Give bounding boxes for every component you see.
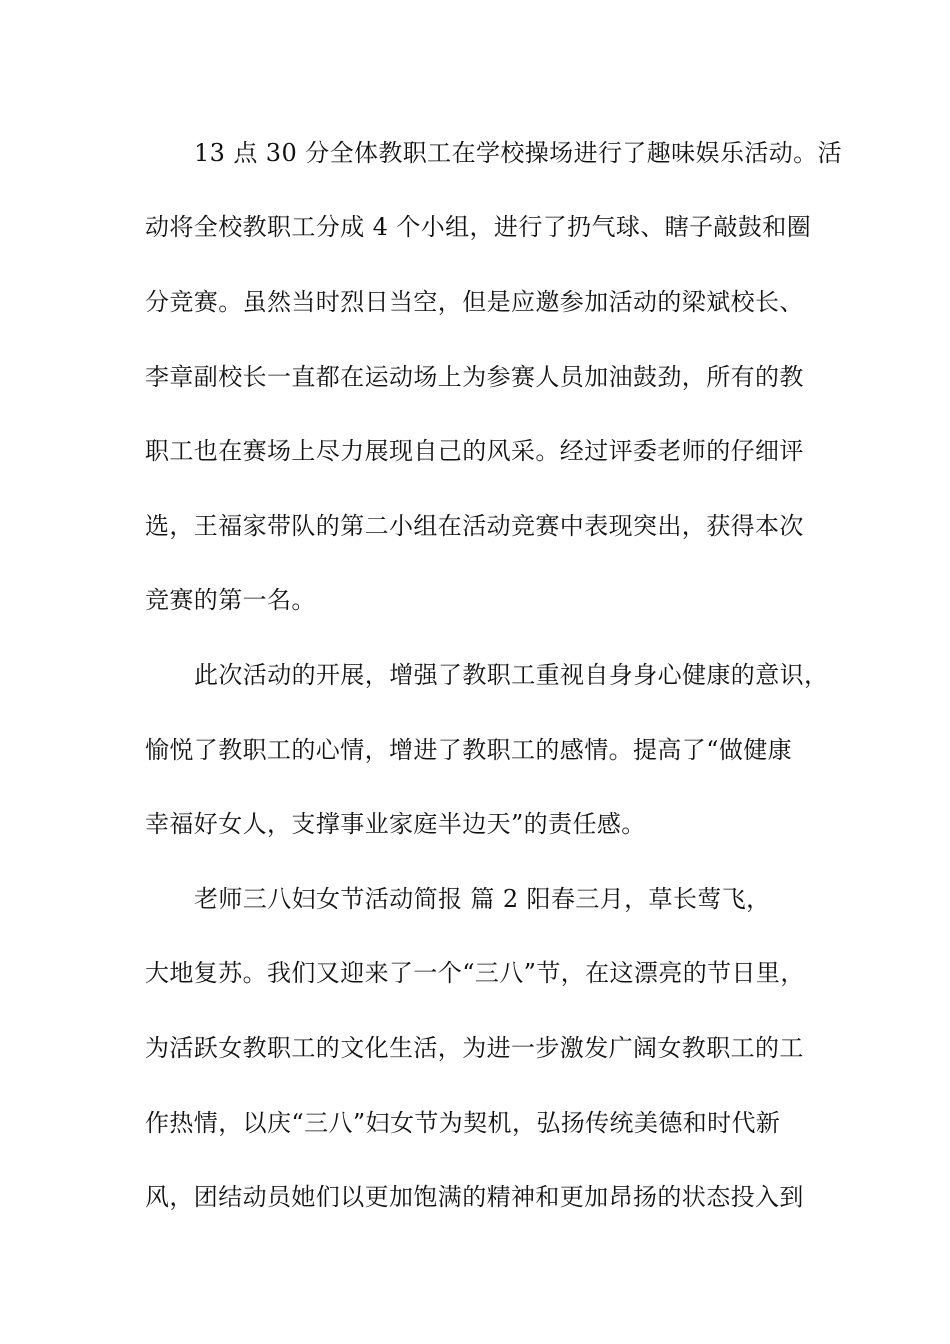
paragraph-line: 风，团结动员她们以更加饱满的精神和更加昂扬的状态投入到 — [145, 1183, 804, 1211]
paragraph-line: 竞赛的第一名。 — [145, 586, 316, 614]
paragraph-line: 为活跃女教职工的文化生活，为进一步激发广阔女教职工的工 — [145, 1034, 804, 1062]
section-heading-line: 老师三八妇女节活动简报 篇 2 阳春三月，草长莺飞， — [194, 885, 771, 913]
paragraph-line: 13 点 30 分全体教职工在学校操场进行了趣味娱乐活动。活 — [194, 139, 842, 167]
paragraph-line: 此次活动的开展，增强了教职工重视自身身心健康的意识， — [194, 661, 829, 689]
paragraph-line: 大地复苏。我们又迎来了一个“三八”节，在这漂亮的节日里， — [145, 959, 805, 987]
paragraph-line: 分竞赛。虽然当时烈日当空，但是应邀参加活动的梁斌校长、 — [145, 288, 804, 316]
paragraph-line: 作热情，以庆“三八”妇女节为契机，弘扬传统美德和时代新 — [145, 1109, 781, 1137]
paragraph-line: 愉悦了教职工的心情，增进了教职工的感情。提高了“做健康 — [145, 736, 793, 764]
paragraph-line: 选，王福家带队的第二小组在活动竞赛中表现突出，获得本次 — [145, 512, 804, 540]
paragraph-line: 李章副校长一直都在运动场上为参赛人员加油鼓劲，所有的教 — [145, 363, 804, 391]
paragraph-line: 动将全校教职工分成 4 个小组，进行了扔气球、瞎子敲鼓和圈 — [145, 213, 812, 241]
paragraph-line: 职工也在赛场上尽力展现自己的风采。经过评委老师的仔细评 — [145, 437, 804, 465]
paragraph-line: 幸福好女人，支撑事业家庭半边天”的责任感。 — [145, 810, 646, 838]
